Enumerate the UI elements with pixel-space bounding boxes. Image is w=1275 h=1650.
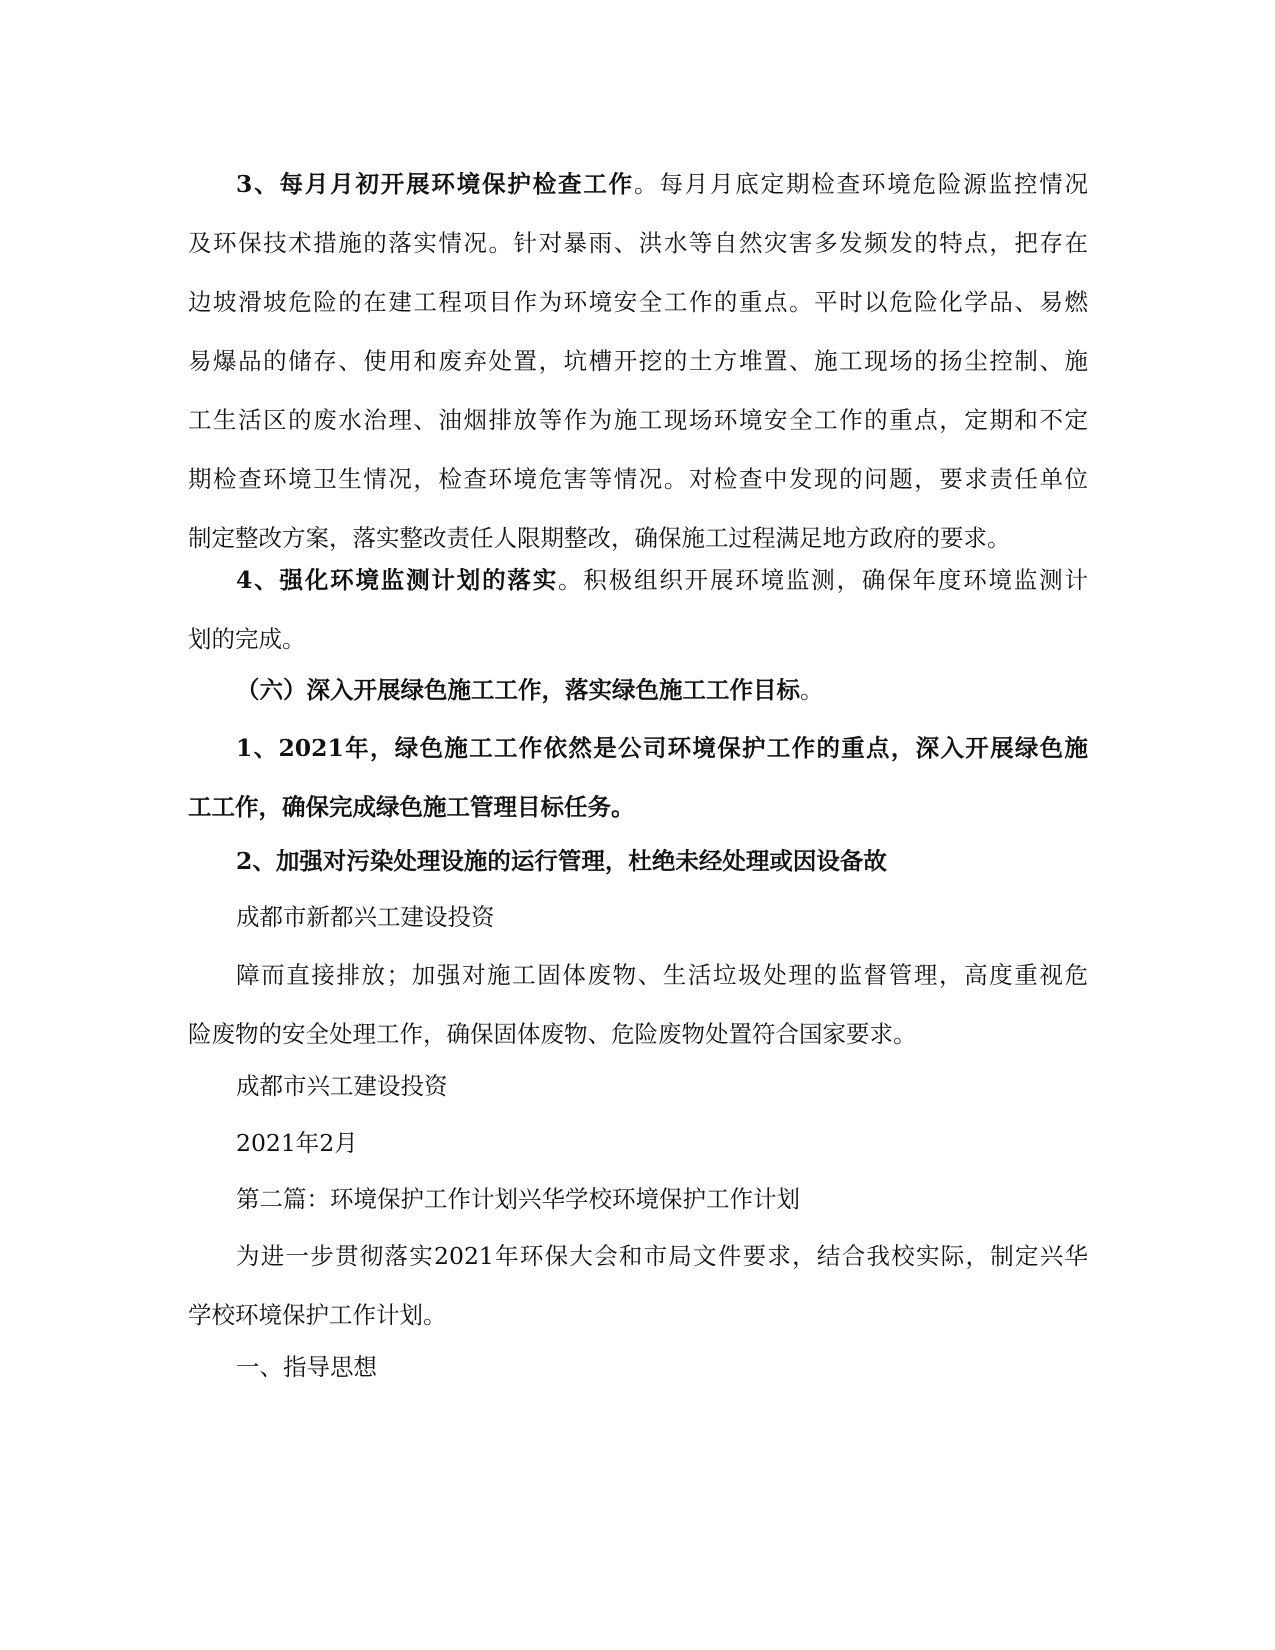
section-heading-guiding-ideology: 一、指导思想 — [236, 1353, 377, 1381]
paragraph-intro: 为进一步贯彻落实2021年环保大会和市局文件要求，结合我校实际，制定兴华 学校环境保护工作计划。 — [188, 1242, 1088, 1329]
section-heading-green-construction: （六）深入开展绿色施工工作，落实绿色施工工作目标。 — [236, 676, 824, 704]
paragraph-monthly-inspection: 3、每月月初开展环境保护检查工作。每月月底定期检查环境危险源监控情况 及环保技术措施的落实情况。针对暴雨、洪水等自然灾害多发频发的特点，把存在 边坡滑坡危险的在建工程项目作为环境安全工作的重点。平时以危险化学品、易燃 易爆品的储存、使用和废弃处置，坑槽开挖的土方堆置、施工现场的扬尘控制、施 工生活区的废水治理、油烟排放等作为施工现场环境安全工作的重点，定期和不定 期检查环境卫生情况，检查环境危害等情况。对检查中发现的问题，要求责任单位 制定整改方案，落实整改责任人限期整改，确保施工过程满足地方政府的要求。 — [188, 170, 1088, 552]
paragraph-lead-bold: 3、每月月初开展环境保护检查工作 — [236, 170, 635, 198]
company-name-xindu: 成都市新都兴工建设投资 — [236, 903, 495, 931]
paragraph-lead-bold: 4、强化环境监测计划的落实 — [236, 566, 559, 594]
paragraph-monitoring-plan: 4、强化环境监测计划的落实。积极组织开展环境监测，确保年度环境监测计 划的完成。 — [188, 566, 1088, 653]
company-name-xinggong: 成都市兴工建设投资 — [236, 1072, 448, 1100]
document-date: 2021年2月 — [236, 1129, 358, 1157]
paragraph-waste-management: 障而直接排放；加强对施工固体废物、生活垃圾处理的监督管理，高度重视危 险废物的安全处理工作，确保固体废物、危险废物处置符合国家要求。 — [188, 961, 1088, 1048]
list-item-green-construction-focus: 1、2021年，绿色施工工作依然是公司环境保护工作的重点，深入开展绿色施 工工作，确保完成绿色施工管理目标任务。 — [188, 734, 1088, 821]
chapter-title: 第二篇：环境保护工作计划兴华学校环境保护工作计划 — [236, 1185, 800, 1213]
list-item-pollution-facilities: 2、加强对污染处理设施的运行管理，杜绝未经处理或因设备故 — [236, 847, 887, 875]
